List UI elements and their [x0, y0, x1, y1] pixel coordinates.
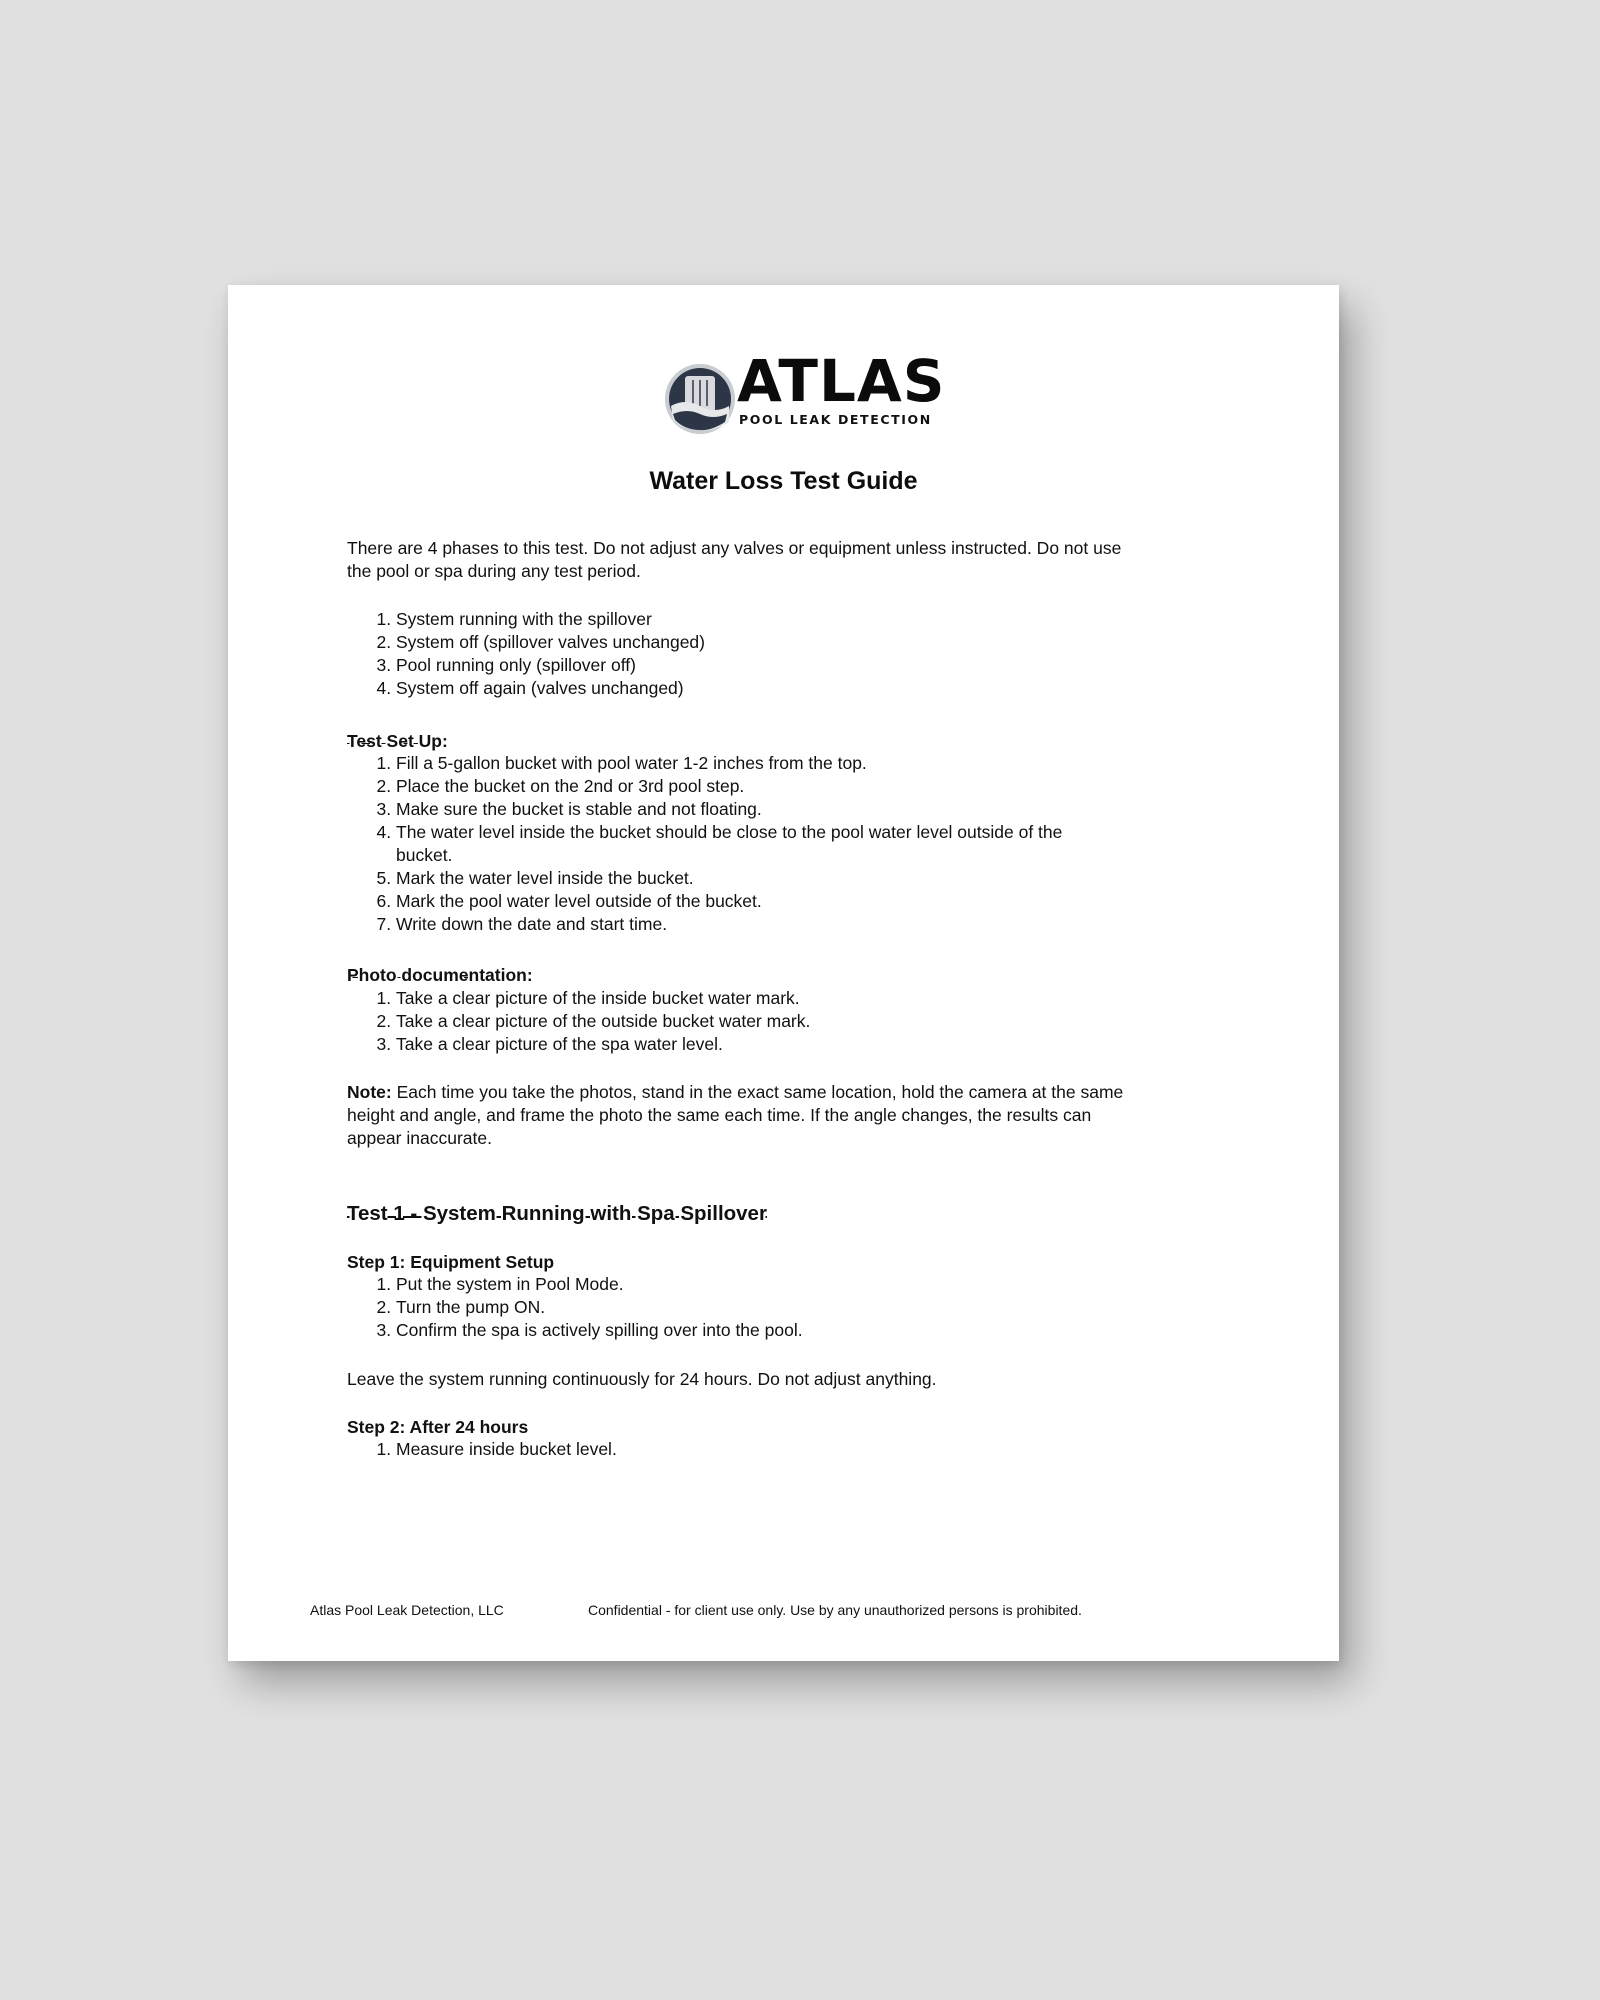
list-item: 3. Make sure the bucket is stable and not floating. — [396, 798, 1186, 821]
list-item: 7. Write down the date and start time. — [396, 913, 1186, 936]
list-item: 5. Mark the water level inside the bucket. — [396, 867, 1186, 890]
list-item: 2. Take a clear picture of the outside bucket water mark. — [396, 1010, 1186, 1033]
list-item: 3. Confirm the spa is actively spilling over into the pool. — [396, 1319, 1186, 1342]
step1-list — [347, 1273, 1186, 1342]
list-item: 1. Measure inside bucket level. — [396, 1438, 1186, 1461]
list-item: 1. Put the system in Pool Mode. — [396, 1273, 1186, 1296]
setup-list — [347, 752, 1186, 936]
document-title: Water Loss Test Guide — [649, 467, 918, 495]
footer-company: Atlas Pool Leak Detection, LLC — [310, 1602, 504, 1618]
list-item: 1. System running with the spillover — [396, 608, 1186, 631]
list-item: 6. Mark the pool water level outside of the bucket. — [396, 890, 1186, 913]
phases-list — [347, 608, 1186, 700]
pool-logo-icon — [663, 362, 737, 436]
list-item: 1. Take a clear picture of the inside bucket water mark. — [396, 987, 1186, 1010]
photo-heading: Photo documentation: — [347, 965, 533, 985]
note-paragraph: Note: Each time you take the photos, stand in the exact same location, hold the camera at the same height and angle, and frame the photo the same each time. If the angle changes, the results can appear inaccurate. — [347, 1082, 1124, 1148]
step2-heading: Step 2: After 24 hours — [347, 1417, 529, 1437]
step1-heading: Step 1: Equipment Setup — [347, 1252, 555, 1272]
document-page — [228, 285, 1339, 1661]
footer-confidential: Confidential - for client use only. Use by any unauthorized persons is prohibited. — [588, 1602, 1082, 1618]
list-item: 2. Place the bucket on the 2nd or 3rd pool step. — [396, 775, 1186, 798]
photo-list — [347, 987, 1186, 1056]
test1-heading: Test 1 - System Running with Spa Spillover — [347, 1202, 767, 1225]
list-item: 4. The water level inside the bucket should be close to the pool water level outside of the bucket. — [396, 821, 1116, 867]
logo-wordmark: ATLAS — [737, 347, 946, 415]
leave-paragraph: Leave the system running continuously for 24 hours. Do not adjust anything. — [347, 1369, 937, 1389]
list-item: 1. Fill a 5-gallon bucket with pool water 1-2 inches from the top. — [396, 752, 1186, 775]
list-item: 3. Take a clear picture of the spa water level. — [396, 1033, 1186, 1056]
step2-list — [347, 1438, 1186, 1461]
list-item: 4. System off again (valves unchanged) — [396, 677, 1186, 700]
list-item: 2. System off (spillover valves unchanged) — [396, 631, 1186, 654]
logo-tagline: POOL LEAK DETECTION — [739, 412, 932, 427]
intro-paragraph: There are 4 phases to this test. Do not adjust any valves or equipment unless instructed. Do not use the pool or spa during any test period. — [347, 538, 1122, 581]
list-item: 2. Turn the pump ON. — [396, 1296, 1186, 1319]
atlas-logo — [663, 347, 946, 438]
list-item: 3. Pool running only (spillover off) — [396, 654, 1186, 677]
setup-heading: Test Set Up: — [347, 731, 448, 751]
